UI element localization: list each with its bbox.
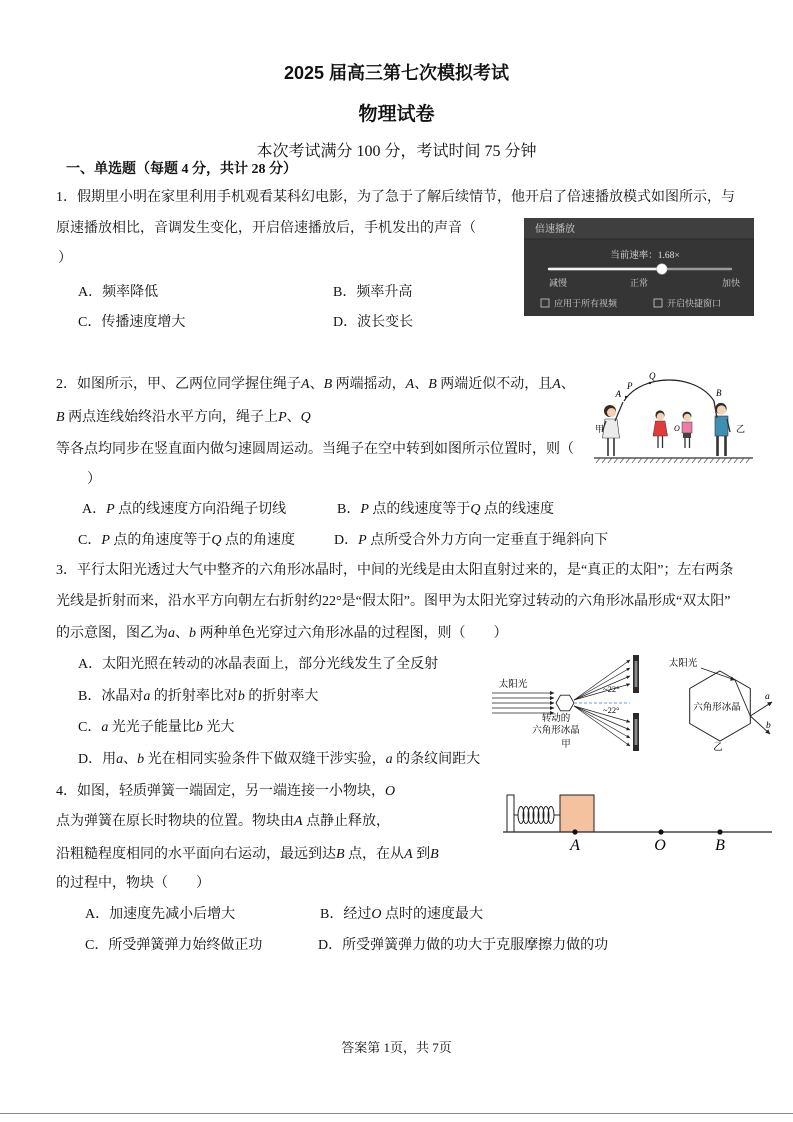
spring bbox=[514, 807, 560, 824]
rate-text: 当前速率：1.68× bbox=[610, 251, 680, 261]
q3-option-c: C．a 光光子能量比b 光大 bbox=[78, 720, 235, 735]
rope-point-p bbox=[625, 396, 627, 398]
math-variable: a bbox=[116, 752, 124, 767]
label-yi: 乙 bbox=[736, 424, 746, 434]
math-variable: B bbox=[56, 410, 65, 425]
sunlight-label: 太阳光 bbox=[498, 680, 528, 690]
q3-option-a: A．太阳光照在转动的冰晶表面上，部分光线发生了全反射 bbox=[78, 657, 439, 672]
q2-figure-jump-rope bbox=[590, 370, 755, 465]
point-a-dot bbox=[572, 829, 577, 834]
math-variable: a bbox=[168, 626, 175, 641]
math-variable: A bbox=[404, 847, 413, 862]
q2-line-3: 等各点均同步在竖直面内做匀速圆周运动。当绳子在空中转到如图所示位置时，则（ bbox=[56, 442, 574, 457]
checkbox-apply-all-label: 应用于所有视频 bbox=[554, 298, 618, 309]
child-boy bbox=[682, 412, 692, 448]
fixed-wall bbox=[507, 795, 514, 832]
q4-figure-spring-block bbox=[500, 790, 775, 855]
q1-line-1: 1．假期里小明在家里利用手机观看某科幻电影，为了急于了解后续情节，他开启了倍速播放模式如图所示，与 bbox=[56, 190, 735, 205]
point-b-label: B bbox=[715, 837, 725, 854]
ray-a bbox=[750, 702, 772, 716]
speed-slider-thumb bbox=[657, 264, 667, 274]
q4-line-2: 点为弹簧在原长时物块的位置。物块由A 点静止释放， bbox=[56, 814, 391, 829]
page-footer: 答案第 1页，共 7页 bbox=[341, 1040, 452, 1055]
math-variable: P bbox=[360, 502, 369, 517]
ground-hatching bbox=[596, 458, 750, 463]
sunlight-label: 太阳光 bbox=[668, 659, 698, 669]
math-variable: O bbox=[385, 784, 396, 799]
page-bottom-edge bbox=[0, 1113, 793, 1114]
q4-option-c: C．所受弹簧弹力始终做正功 bbox=[85, 938, 263, 953]
crystal-label-line1: 转动的 bbox=[541, 714, 571, 724]
math-variable: P bbox=[106, 502, 115, 517]
q4-option-a: A．加速度先减小后增大 bbox=[85, 907, 236, 922]
q1-line-3: ） bbox=[58, 251, 72, 266]
point-o-label: O bbox=[654, 837, 666, 854]
math-variable: a bbox=[143, 689, 151, 704]
q3-line-3: 的示意图，图乙为a、b 两种单色光穿过六角形冰晶的过程图，则（ ） bbox=[56, 626, 508, 641]
angle-label-lower: ~22° bbox=[603, 705, 620, 715]
q4-line-4: 的过程中，物块（ ） bbox=[56, 876, 210, 891]
q2-line-2: B 两点连线始终沿水平方向，绳子上P、Q bbox=[56, 410, 311, 425]
math-variable: Q bbox=[470, 502, 481, 517]
exam-title: 2025 届高三第七次模拟考试 bbox=[283, 63, 510, 83]
subject-title: 物理试卷 bbox=[358, 104, 435, 125]
q4-line-1: 4．如图，轻质弹簧一端固定，另一端连接一小物块，O bbox=[56, 784, 396, 799]
point-a-label: A bbox=[570, 837, 580, 854]
math-variable: A bbox=[301, 377, 310, 392]
math-variable: O bbox=[371, 907, 382, 922]
q1-option-b: B．频率升高 bbox=[333, 285, 413, 300]
label-a: A bbox=[615, 389, 621, 399]
math-variable: b bbox=[189, 626, 196, 641]
q4-option-d: D．所受弹簧弹力做的功大于克服摩擦力做的功 bbox=[318, 938, 609, 953]
math-variable: B bbox=[430, 847, 439, 862]
q2-line-1: 2．如图所示，甲、乙两位同学握住绳子A、B 两端摇动，A、B 两端近似不动，且A、 bbox=[56, 377, 575, 392]
q2-option-c: C．P 点的角速度等于Q 点的角速度 bbox=[78, 533, 296, 548]
q3-line-1: 3．平行太阳光透过大气中整齐的六角形冰晶时，中间的光线是由太阳直射过来的，是“真正的太阳”；左右两条 bbox=[56, 563, 734, 578]
person-yi bbox=[714, 401, 730, 456]
point-b-dot bbox=[717, 829, 722, 834]
exam-info: 本次考试满分 100 分，考试时间 75 分钟 bbox=[256, 143, 537, 160]
q1-option-d: D．波长变长 bbox=[333, 315, 414, 330]
q3-line-2: 光线是折射而来，沿水平方向朝左右折射约22°是“假太阳”。图甲为太阳光穿过转动的六角形冰晶形成“双太阳” bbox=[56, 594, 731, 609]
angle-label-upper: ~22° bbox=[603, 684, 620, 694]
label-jia: 甲 bbox=[595, 424, 605, 434]
math-variable: B bbox=[428, 377, 437, 392]
math-variable: Q bbox=[300, 410, 311, 425]
math-variable: A bbox=[294, 814, 303, 829]
rope bbox=[624, 380, 714, 401]
q3-option-d: D．用a、b 光在相同实验条件下做双缝干涉实验，a 的条纹间距大 bbox=[78, 752, 481, 767]
point-o-dot bbox=[658, 829, 663, 834]
block bbox=[560, 795, 594, 832]
figure-caption-yi: 乙 bbox=[713, 743, 723, 753]
q1-figure-speed-panel bbox=[524, 218, 754, 316]
figure-caption-jia: 甲 bbox=[561, 740, 571, 750]
math-variable: P bbox=[101, 533, 110, 548]
math-variable: Q bbox=[211, 533, 222, 548]
q3-option-b: B．冰晶对a 的折射率比对b 的折射率大 bbox=[78, 689, 319, 704]
math-variable: b bbox=[237, 689, 245, 704]
math-variable: B bbox=[323, 377, 333, 392]
math-variable: B bbox=[336, 847, 345, 862]
q3-figure-jia bbox=[490, 650, 650, 755]
math-variable: A bbox=[552, 377, 561, 392]
lower-screen-slot bbox=[635, 719, 638, 745]
math-variable: P bbox=[358, 533, 367, 548]
crystal-label-line2: 六角形冰晶 bbox=[532, 726, 580, 736]
rope-point-q bbox=[649, 382, 651, 384]
label-o: O bbox=[674, 424, 680, 433]
refracted-rays-lower bbox=[574, 706, 630, 746]
section-title: 一、单选题（每题 4 分，共计 28 分） bbox=[66, 162, 297, 177]
q1-option-c: C．传播速度增大 bbox=[78, 315, 186, 330]
checkbox-shortcut-window-label: 开启快捷窗口 bbox=[667, 298, 722, 309]
q1-line-2: 原速播放相比，音调发生变化，开启倍速播放后，手机发出的声音（ bbox=[56, 221, 476, 236]
q4-line-3: 沿粗糙程度相同的水平面向右运动，最远到达B 点，在从A 到B bbox=[56, 847, 439, 862]
person-jia bbox=[602, 402, 623, 456]
upper-screen-slot bbox=[635, 661, 638, 687]
q4-option-b: B．经过O 点时的速度最大 bbox=[320, 907, 483, 922]
child-girl bbox=[653, 410, 668, 448]
panel-title: 倍速播放 bbox=[535, 224, 575, 235]
scale-label-slow: 减慢 bbox=[549, 278, 568, 288]
label-q: Q bbox=[649, 371, 656, 381]
refracted-rays-upper bbox=[574, 660, 630, 700]
crystal-label: 六角形冰晶 bbox=[693, 703, 741, 713]
label-p: P bbox=[627, 381, 633, 391]
math-variable: b bbox=[195, 720, 203, 735]
q1-option-a: A．频率降低 bbox=[78, 285, 159, 300]
math-variable: a bbox=[385, 752, 393, 767]
math-variable: b bbox=[137, 752, 145, 767]
ray-b-label: b bbox=[766, 721, 771, 731]
q2-option-a: A．P 点的线速度方向沿绳子切线 bbox=[82, 502, 287, 517]
math-variable: P bbox=[278, 410, 287, 425]
scale-label-normal: 正常 bbox=[629, 278, 649, 288]
ray-a-label: a bbox=[765, 692, 770, 702]
rotating-hex-crystal bbox=[556, 695, 574, 711]
incoming-sun-rays bbox=[492, 693, 554, 713]
q2-line-4: ） bbox=[87, 472, 101, 487]
q2-option-b: B．P 点的线速度等于Q 点的线速度 bbox=[337, 502, 555, 517]
label-b: B bbox=[716, 388, 722, 398]
q3-figure-yi bbox=[655, 652, 775, 752]
q2-option-d: D．P 点所受合外力方向一定垂直于绳斜向下 bbox=[334, 533, 609, 548]
scale-label-fast: 加快 bbox=[721, 278, 740, 288]
math-variable: A bbox=[405, 377, 415, 392]
math-variable: a bbox=[101, 720, 109, 735]
